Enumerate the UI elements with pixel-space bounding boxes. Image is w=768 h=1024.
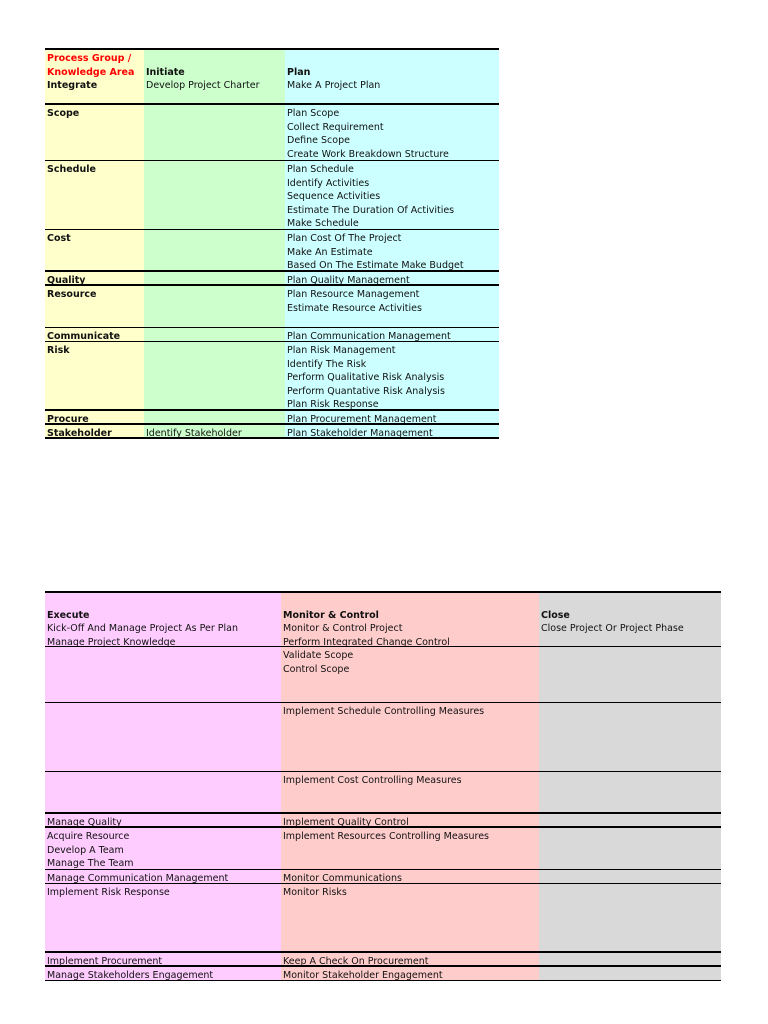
initiate-column-title: Initiate [146,66,185,78]
process-group-label: Process Group / [47,53,132,64]
plan-cell [285,105,499,160]
knowledge-area-cell [45,411,144,423]
plan-cell [285,230,499,270]
knowledge-area-name: Quality [47,275,86,284]
monitor-process: Validate Scope [283,650,354,661]
execute-cell [45,814,281,826]
plan-process: Plan Risk Response [287,399,379,409]
table-row-resource [45,286,499,328]
execute-process: Develop A Team [47,844,124,856]
execute-process: Manage Stakeholders Engagement [47,970,214,980]
monitor-process: Control Scope [283,663,350,675]
monitor-cell [281,828,539,869]
plan-process: Based On The Estimate Make Budget [287,260,464,270]
knowledge-area-cell [45,342,144,409]
plan-process: Estimate The Duration Of Activities [287,204,455,216]
monitor-process: Implement Resources Controlling Measures [283,831,489,842]
plan-process: Sequence Activities [287,191,381,203]
monitor-process: Perform Integrated Change Control [283,636,450,646]
plan-process: Estimate Resource Activities [287,302,422,314]
table-row-stakeholder [45,425,499,439]
table-row-schedule [45,703,721,772]
plan-cell [285,342,499,409]
execute-cell [45,884,281,951]
monitor-cell [281,967,539,980]
monitor-column-title: Monitor & Control [283,609,379,621]
execute-process: Implement Procurement [47,956,163,965]
monitor-process: Implement Schedule Controlling Measures [283,706,485,717]
close-cell [539,828,721,869]
plan-process: Make Schedule [287,218,359,229]
knowledge-area-name: Integrate [47,80,98,92]
table-row-quality [45,272,499,286]
close-cell [539,772,721,812]
table-row-risk [45,342,499,411]
knowledge-area-header-cell [45,50,144,103]
knowledge-area-name: Schedule [47,164,96,175]
execute-process: Manage The Team [47,858,134,869]
plan-process: Make An Estimate [287,246,373,258]
plan-process: Plan Procurement Management [287,414,437,423]
plan-process: Plan Risk Management [287,345,396,356]
plan-process: Create Work Breakdown Structure [287,148,449,160]
plan-cell [285,286,499,327]
monitor-process: Monitor Risks [283,887,347,898]
plan-process: Identify Activities [287,177,370,189]
plan-column-title: Plan [287,66,311,78]
close-cell [539,703,721,771]
monitor-cell [281,814,539,826]
table-row-header-integrate [45,48,499,105]
plan-cell [285,272,499,284]
table-row-cost [45,772,721,814]
plan-process: Plan Resource Management [287,289,420,300]
plan-process: Plan Communication Management [287,331,451,341]
plan-header-cell [285,50,499,103]
execute-header-cell [45,593,281,646]
table-row-cost [45,230,499,272]
monitor-process: Monitor Stakeholder Engagement [283,970,443,980]
table-row-scope [45,647,721,703]
table-row-procure [45,953,721,967]
plan-process: Perform Qualitative Risk Analysis [287,372,445,384]
execute-process: Acquire Resource [47,831,130,842]
monitor-process: Implement Cost Controlling Measures [283,775,462,786]
close-header-cell [539,593,721,646]
close-cell [539,884,721,951]
table-row-stakeholder [45,967,721,981]
table-row-procure [45,411,499,425]
knowledge-area-cell [45,272,144,284]
monitor-header-cell [281,593,539,646]
plan-cell [285,411,499,423]
plan-process: Identify The Risk [287,358,367,370]
plan-process: Perform Quantative Risk Analysis [287,385,445,397]
plan-process: Make A Project Plan [287,80,381,92]
table-row-schedule [45,161,499,230]
close-cell [539,814,721,826]
monitor-process: Keep A Check On Procurement [283,956,429,965]
knowledge-area-cell [45,230,144,270]
initiate-cell [144,425,285,437]
knowledge-area-cell [45,286,144,327]
plan-process: Plan Scope [287,108,340,119]
table-row-communicate [45,870,721,884]
initiate-cell [144,230,285,270]
plan-cell [285,425,499,437]
initiate-header-cell [144,50,285,103]
knowledge-area-cell [45,161,144,229]
initiate-cell [144,161,285,229]
knowledge-area-table-initiate-plan [45,48,499,439]
monitor-cell [281,870,539,883]
initiate-cell [144,328,285,341]
initiate-process: Develop Project Charter [146,80,260,92]
knowledge-area-name: Communicate [47,331,121,341]
knowledge-area-name: Scope [47,108,80,119]
table-row-risk [45,884,721,953]
knowledge-area-name: Risk [47,345,70,356]
execute-process: Manage Quality [47,817,122,826]
monitor-cell [281,647,539,702]
monitor-cell [281,772,539,812]
execute-cell [45,647,281,702]
close-cell [539,870,721,883]
plan-process: Define Scope [287,135,350,147]
knowledge-area-label: Knowledge Area [47,66,135,78]
plan-process: Plan Quality Management [287,275,410,284]
execute-cell [45,953,281,965]
plan-process: Plan Cost Of The Project [287,233,402,244]
knowledge-area-name: Procure [47,414,89,423]
monitor-process: Implement Quality Control [283,817,409,826]
initiate-process: Identify Stakeholder [146,428,242,437]
knowledge-area-name: Resource [47,289,97,300]
table-row-scope [45,105,499,161]
execute-cell [45,772,281,812]
execute-process: Implement Risk Response [47,887,170,898]
process-table-execute-monitor-close [45,591,721,981]
plan-process: Plan Stakeholder Management [287,428,433,437]
knowledge-area-cell [45,425,144,437]
execute-process: Manage Project Knowledge [47,636,176,646]
initiate-cell [144,411,285,423]
table-row-header-integrate [45,591,721,647]
close-column-title: Close [541,609,570,621]
execute-cell [45,828,281,869]
monitor-process: Monitor Communications [283,873,402,883]
table-row-communicate [45,328,499,342]
monitor-cell [281,703,539,771]
execute-cell [45,870,281,883]
plan-process: Plan Schedule [287,164,354,175]
close-cell [539,647,721,702]
plan-process: Collect Requirement [287,121,384,133]
close-cell [539,953,721,965]
initiate-cell [144,105,285,160]
execute-cell [45,967,281,980]
initiate-cell [144,342,285,409]
knowledge-area-cell [45,328,144,341]
execute-column-title: Execute [47,609,90,621]
knowledge-area-cell [45,105,144,160]
monitor-cell [281,884,539,951]
initiate-cell [144,286,285,327]
monitor-cell [281,953,539,965]
close-process: Close Project Or Project Phase [541,623,684,635]
close-cell [539,967,721,980]
plan-cell [285,161,499,229]
initiate-cell [144,272,285,284]
monitor-process: Monitor & Control Project [283,623,403,635]
execute-cell [45,703,281,771]
knowledge-area-name: Cost [47,233,71,244]
table-row-resource [45,828,721,870]
execute-process: Manage Communication Management [47,873,229,883]
plan-cell [285,328,499,341]
execute-process: Kick-Off And Manage Project As Per Plan [47,623,239,635]
knowledge-area-name: Stakeholder [47,428,112,437]
table-row-quality [45,814,721,828]
